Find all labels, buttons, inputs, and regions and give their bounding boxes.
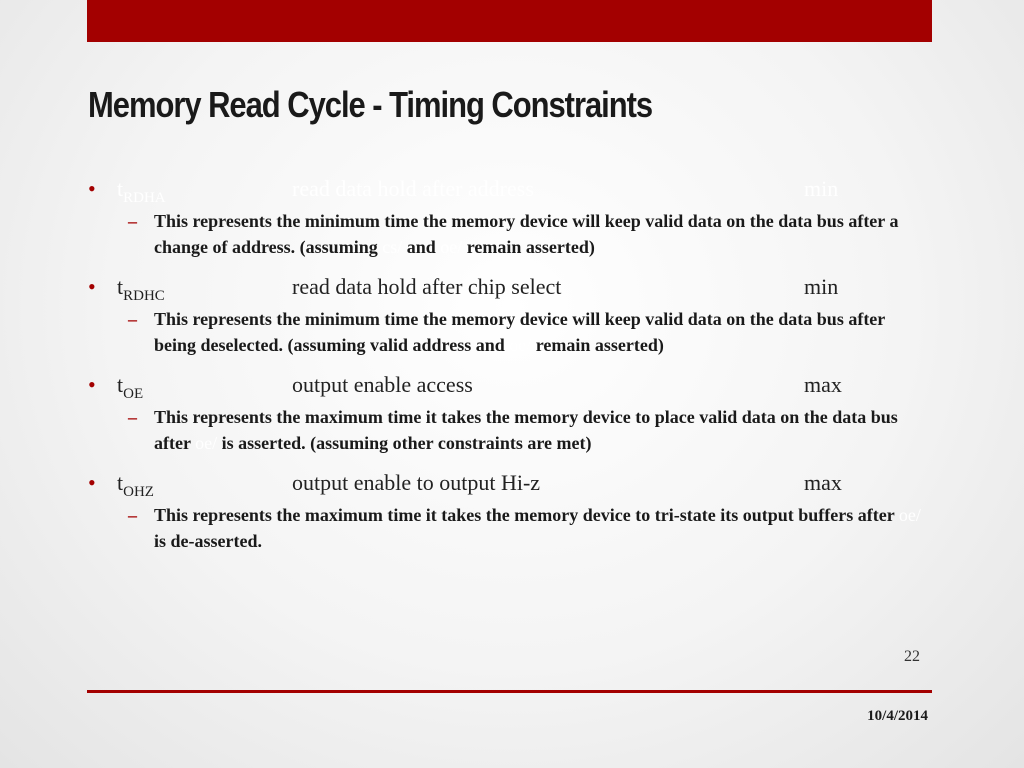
timing-subscript: RDHA [123,190,166,206]
dash-icon: – [128,309,137,329]
timing-bound: min [804,274,839,299]
timing-symbol: $t_{OHZ}$ [117,470,154,500]
signal-name: oe/ [440,237,463,257]
timing-subscript: OE [123,386,144,402]
timing-bound: min [804,176,839,201]
timing-detail: – This represents the minimum time the memory device will keep valid data on the data bus after being deselected. (assuming valid address and oe/ remain asserted) [88,306,928,358]
dash-icon: – [128,211,137,231]
bullet-icon: • [88,274,96,299]
timing-bound: max [804,372,842,397]
slide-date: 10/4/2014 [867,708,928,724]
timing-row [88,468,928,502]
bullet-icon: • [88,372,96,397]
timing-row [88,174,928,208]
timing-description: read data hold after chip select [292,274,562,299]
slide-content [88,174,928,566]
bullet-icon: • [88,470,96,495]
signal-name: oe/ [509,335,532,355]
signal-name: oe/ [195,433,218,453]
timing-description: output enable to output Hi-z [292,470,541,495]
timing-item-rdha [88,174,928,260]
bullet-icon: • [88,176,96,201]
timing-symbol: $t_{OE}$ [117,372,144,402]
signal-name: oe/ [898,505,921,525]
slide-title: Memory Read Cycle - Timing Constraints [88,84,653,125]
timing-detail: – This represents the maximum time it takes the memory device to tri-state its output buffers after oe/ is de-asserted. [88,502,928,554]
timing-row [88,370,928,404]
timing-item-ohz [88,468,928,554]
dash-icon: – [128,505,137,525]
timing-description: output enable access [292,372,473,397]
timing-detail: – This represents the minimum time the memory device will keep valid data on the data bus after a change of address. (assuming cs/ and oe/ remain asserted) [88,208,928,260]
timing-item-rdhc [88,272,928,358]
timing-symbol: $t_{RDHC}$ [117,274,165,304]
top-accent-bar [87,0,932,42]
timing-bound: max [804,470,842,495]
timing-detail: – This represents the maximum time it takes the memory device to place valid data on the data bus after oe/ is asserted. (assuming other constraints are met) [88,404,928,456]
timing-row [88,272,928,306]
timing-subscript: OHZ [123,484,154,500]
footer-rule [87,690,932,693]
timing-symbol: $t_{RDHA}$ [117,176,166,206]
page-number: 22 [904,648,920,665]
timing-item-oe [88,370,928,456]
timing-subscript: RDHC [123,288,165,304]
signal-name: cs/ [382,237,403,257]
dash-icon: – [128,407,137,427]
timing-description: read data hold after address [292,176,534,201]
